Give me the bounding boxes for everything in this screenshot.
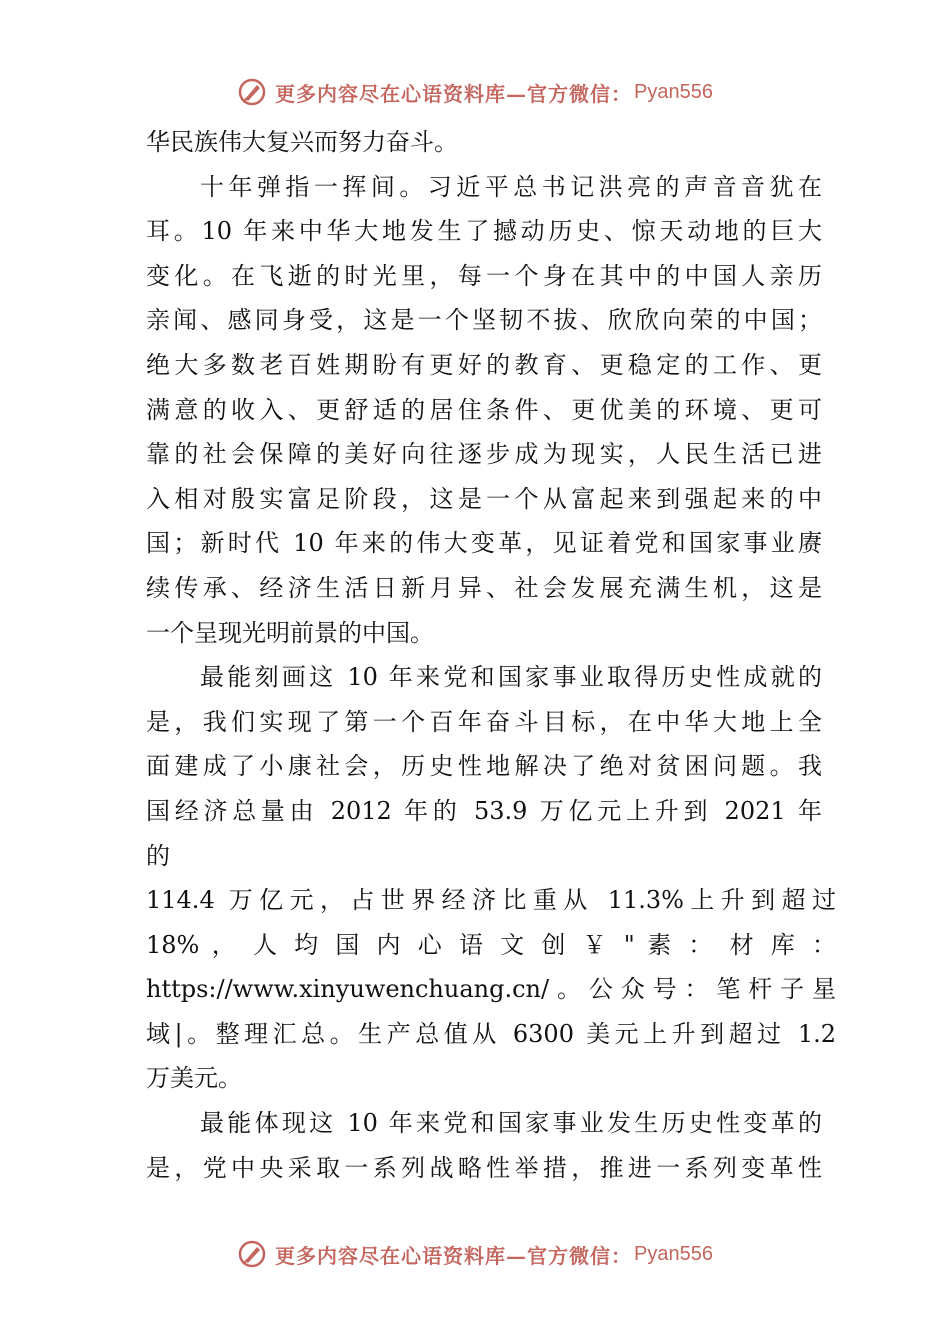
body-line: 国；新时代 10 年来的伟大变革，见证着党和国家事业赓 [146, 529, 822, 558]
body-line: 的 [146, 841, 170, 870]
footer-banner [0, 1234, 950, 1274]
body-line: 十年弹指一挥间。习近平总书记洪亮的声音音犹在 [200, 172, 822, 201]
body-line: 靠的社会保障的美好向往逐步成为现实，人民生活已进 [146, 440, 822, 469]
quill-seal-icon [237, 77, 267, 107]
body-line: 最能体现这 10 年来党和国家事业发生历史性变革的 [200, 1109, 822, 1138]
body-line: 华民族伟大复兴而努力奋斗。 [146, 128, 458, 156]
body-line: 变化。在飞逝的时光里，每一个身在其中的中国人亲历 [146, 261, 822, 290]
body-line: 亲闻、感同身受，这是一个坚韧不拔、欣欣向荣的中国； [146, 306, 822, 335]
body-line: 一个呈现光明前景的中国。 [146, 618, 434, 647]
footer-banner-text: 更多内容尽在心语资料库—官方微信： [275, 1243, 633, 1268]
body-line: 面建成了小康社会，历史性地解决了绝对贫困问题。我 [146, 752, 822, 781]
body-line: 满意的收入、更舒适的居住条件、更优美的环境、更可 [146, 395, 822, 424]
body-line: 绝大多数老百姓期盼有更好的教育、更稳定的工作、更 [146, 350, 822, 379]
body-line: https://www.xinyuwenchuang.cn/。公众号：笔杆子星 [146, 975, 836, 1004]
body-line: 最能刻画这 10 年来党和国家事业取得历史性成就的 [200, 663, 822, 692]
footer-banner-wechat-id: Pyan556 [634, 1242, 713, 1265]
body-line: 入相对殷实富足阶段，这是一个从富起来到强起来的中 [146, 484, 822, 513]
body-line: 是，我们实现了第一个百年奋斗目标，在中华大地上全 [146, 707, 822, 736]
header-banner-text: 更多内容尽在心语资料库—官方微信： [275, 81, 633, 106]
document-body [146, 120, 836, 1190]
header-banner [0, 72, 950, 112]
body-line: 耳。10 年来中华大地发生了撼动历史、惊天动地的巨大 [146, 217, 822, 246]
body-line: 是，党中央采取一系列战略性举措，推进一系列变革性 [146, 1153, 822, 1182]
body-line: 万美元。 [146, 1064, 242, 1093]
quill-seal-icon [237, 1239, 267, 1269]
header-banner-wechat-id: Pyan556 [634, 80, 713, 103]
body-line: 国经济总量由 2012 年的 53.9 万亿元上升到 2021 年 [146, 796, 822, 825]
body-line: 续传承、经济生活日新月异、社会发展充满生机，这是 [146, 573, 822, 602]
body-line: 114.4 万亿元，占世界经济比重从 11.3%上升到超过 [146, 886, 836, 915]
body-line: 域|。整理汇总。生产总值从 6300 美元上升到超过 1.2 [146, 1019, 836, 1048]
body-line: 18% ， 人 均 国 内 心 语 文 创 ￥ " 素 ： 材 库 ： [146, 930, 836, 959]
